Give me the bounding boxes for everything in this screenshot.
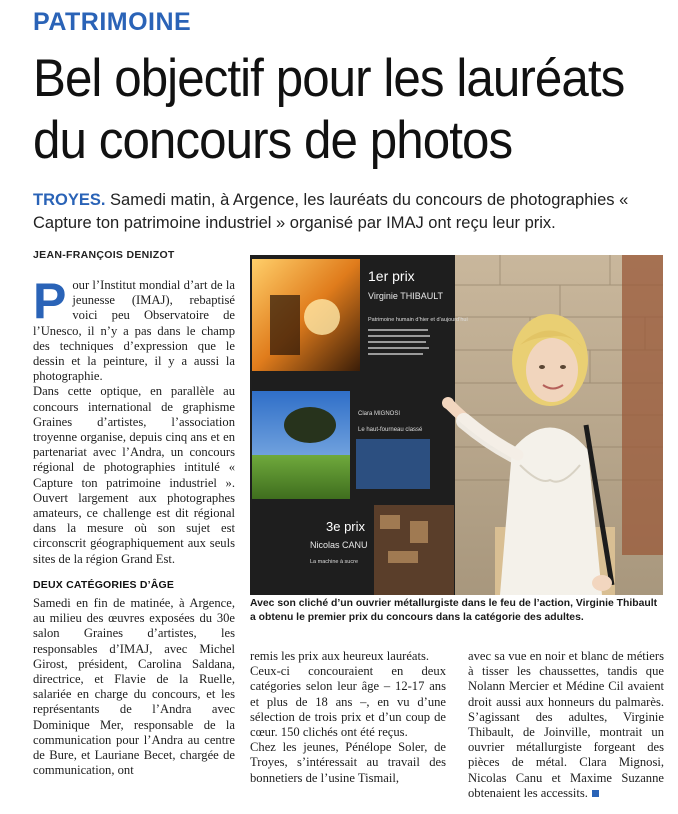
- paragraph-7-text: avec sa vue en noir et blanc de métiers à tisser les chaussettes, tandis que Nolann Mercier et Médine Cil avaient droit aussi aux honneurs du palmarès. S’agissant des adultes, Virginie Thibault, de Joinville, montrait un ouvrier métallurgiste forgeant des pièces de métal. Clara Mignosi, Nicolas Canu et Maxime Suzanne obtenaient les accessits.: [468, 649, 664, 800]
- article-column-2: [250, 649, 446, 786]
- board-third-prize: 3e prix: [326, 519, 366, 534]
- board-third-name: Nicolas CANU: [310, 540, 368, 550]
- headline: [33, 48, 628, 172]
- board-second-title: Le haut-fourneau classé: [358, 427, 423, 433]
- photo-caption: Avec son cliché d’un ouvrier métallurgiste dans le feu de l’action, Virginie Thibault a obtenu le premier prix du concours dans la catégorie des adultes.: [250, 598, 658, 623]
- paragraph-4: remis les prix aux heureux lauréats.: [250, 649, 430, 663]
- paragraph-2: Dans cette optique, en parallèle au concours international de graphisme Graines d’artistes, l’association troyenne organise, depuis cinq ans et en partenariat avec l’Andra, un concours régional de photographies intitulé « Capture ton patrimoine industriel ». Ouvert largement aux photographes amateurs, ce challenge est dit régional dans la mesure où son sujet est circonscrit géographiquement aux seuls sites de la région Grand Est.: [33, 384, 235, 566]
- paragraph-6: Chez les jeunes, Pénélope Soler, de Troyes, s’intéressait au travail des bonnetiers de l’usine Tismail,: [250, 740, 446, 785]
- board-first-prize: 1er prix: [368, 268, 415, 284]
- section-label: PATRIMOINE: [33, 8, 192, 36]
- paragraph-7: [468, 649, 664, 801]
- subheading: DEUX CATÉGORIES D’ÂGE: [33, 578, 175, 591]
- paragraph-5: Ceux-ci concouraient en deux catégories selon leur âge – 12-17 ans et plus de 18 ans –, en vu d’une sélection de trois prix et d’un coup de cœur. 150 clichés ont été reçus.: [250, 664, 446, 740]
- board-second-name: Clara MIGNOSI: [358, 411, 401, 417]
- lead-paragraph: [33, 189, 673, 235]
- drop-cap: P: [33, 273, 67, 329]
- paragraph-1-text: our l’Institut mondial d’art de la jeunesse (IMAJ), rebaptisé voici peu Observatoire de l’Unesco, il n’y a pas dans le champ des techniques d’expression que le dessin et la peinture, il y a aussi la photographie.: [33, 278, 235, 384]
- dateline-place: TROYES.: [33, 191, 106, 209]
- board-first-title: Patrimoine humain d’hier et d’aujourd’hui: [368, 317, 468, 323]
- board-first-name: Virginie THIBAULT: [368, 291, 444, 301]
- end-of-article-mark: [592, 790, 599, 797]
- article-photo: [250, 255, 663, 595]
- byline: JEAN-FRANÇOIS DENIZOT: [33, 249, 175, 261]
- article-column-3: [468, 649, 664, 801]
- article-column-1: [33, 273, 235, 779]
- headline-line-2: du concours de photos: [33, 111, 513, 170]
- paragraph-3: Samedi en fin de matinée, à Argence, au milieu des œuvres exposées du 30e salon Graines d’artistes, les responsables d’IMAJ, avec Michel Girost, président, Carolina Saldana, directrice, et Flavie de la Ruelle, salariée en charge du concours, et les représentants de l’Andra avec Dominique Mer, responsable de la communication pour l’Andra au centre de Bure, et Lauriane Becet, chargée de communication, ont: [33, 596, 235, 778]
- board-third-title: La machine à sucre: [310, 559, 358, 565]
- lead-text: Samedi matin, à Argence, les lauréats du concours de photographies « Capture ton patrimoine industriel » organisé par IMAJ ont reçu leur prix.: [33, 191, 629, 232]
- headline-line-1: Bel objectif pour les lauréats: [33, 49, 625, 108]
- photo-illustration: [250, 255, 663, 595]
